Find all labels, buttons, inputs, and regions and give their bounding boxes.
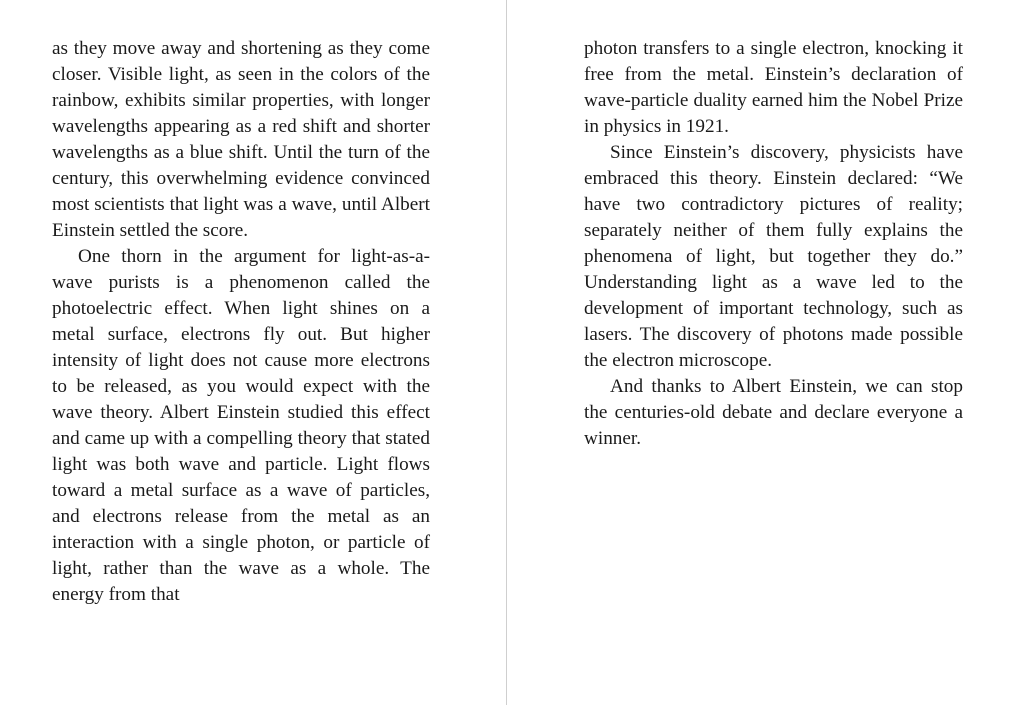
left-page-text <box>52 36 430 608</box>
paragraph-photoelectric: One thorn in the argument for light-as-a-wave purists is a phenomenon called the photoelectric effect. When light shines on a metal surface, electrons fly out. But higher intensity of light does not cause more electrons to be released, as you would expect with the wave theory. Albert Einstein studied this effect and came up with a compelling theory that stated light was both wave and particle. Light flows toward a metal surface as a wave of particles, and electrons release from the metal as an interaction with a single photon, or particle of light, rather than the wave as a whole. The energy from that <box>52 246 430 605</box>
right-page-text <box>584 36 963 452</box>
paragraph-conclusion: And thanks to Albert Einstein, we can stop the centuries-old debate and declare everyone a winner. <box>584 376 963 449</box>
page-gutter-divider <box>506 0 507 705</box>
paragraph-continued: as they move away and shortening as they come closer. Visible light, as seen in the colors of the rainbow, exhibits similar properties, with longer wavelengths appearing as a red shift and shorter wavelengths as a blue shift. Until the turn of the century, this overwhelming evidence convinced most scientists that light was a wave, until Albert Einstein settled the score. <box>52 38 430 241</box>
paragraph-continued: photon transfers to a single electron, knocking it free from the metal. Einstein’s declaration of wave-particle duality earned him the Nobel Prize in physics in 1921. <box>584 38 963 137</box>
paragraph-duality: Since Einstein’s discovery, physicists have embraced this theory. Einstein declared: “We have two contradictory pictures of reality; separately neither of them fully explains the phenomena of light, but together they do.” Understanding light as a wave led to the development of important technology, such as lasers. The discovery of photons made possible the electron microscope. <box>584 142 963 371</box>
